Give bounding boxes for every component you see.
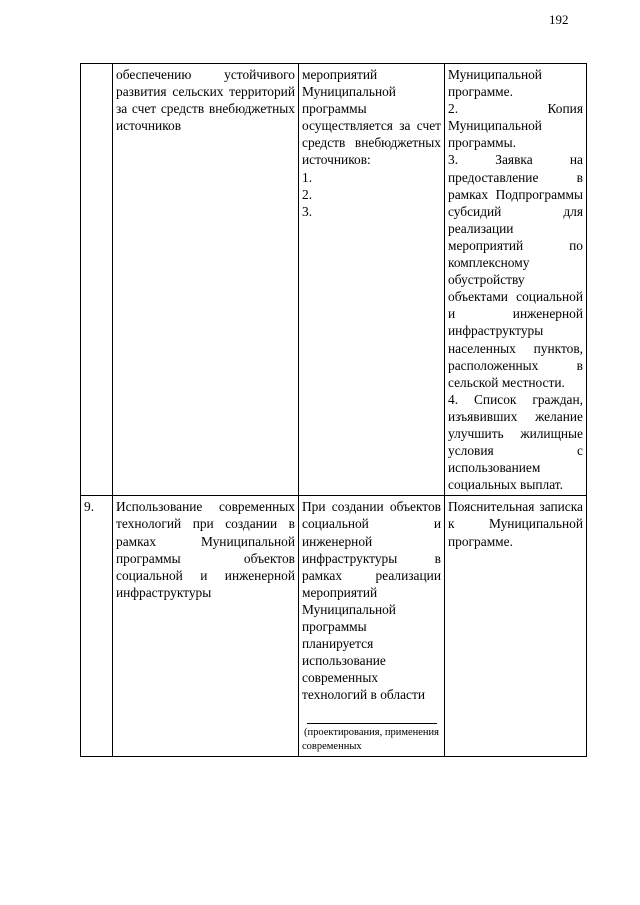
page-number: 192 xyxy=(549,12,569,27)
table-row xyxy=(81,496,587,757)
row-number-cell xyxy=(81,64,113,496)
row-number-cell: 9. xyxy=(81,496,113,757)
list-item: 2. xyxy=(302,186,313,202)
measures-cell xyxy=(299,496,445,757)
documents-cell xyxy=(445,64,587,496)
document-item: 3. Заявка на предоставление в рамках Подпрограммы субсидий для реализации мероприятий по комплексному обустройству объектами социальной и инженерной инфраструктуры населенных пунктов, расположенных в сельской местности. xyxy=(448,152,583,390)
measures-cell xyxy=(299,64,445,496)
description-cell: Использование современных технологий при создании в рамках Муниципальной программы объектов социальной и инженерной инфраструктуры xyxy=(113,496,299,757)
document-item: 2. Копия Муниципальной программы. xyxy=(448,101,583,151)
table-row xyxy=(81,64,587,496)
measures-table xyxy=(80,63,587,757)
document-item: 4. Список граждан, изъявивших желание улучшить жилищные условия с использованием социальных выплат. xyxy=(448,391,583,493)
list-item: 3. xyxy=(302,203,313,219)
footnote-divider xyxy=(307,723,437,724)
footnote-text: (проектирования, применения современных xyxy=(302,727,439,753)
description-cell: обеспечению устойчивого развития сельских территорий за счет средств внебюджетных источников xyxy=(113,64,299,496)
measures-text: При создании объектов социальной и инженерной инфраструктуры в рамках реализации мероприятий Муниципальной программы планируется использование современных технологий в области xyxy=(302,499,441,703)
documents-cell: Пояснительная записка к Муниципальной программе. xyxy=(445,496,587,757)
measures-intro: мероприятий Муниципальной программы осуществляется за счет средств внебюджетных источников: xyxy=(302,67,441,168)
list-item: 1. xyxy=(302,169,313,185)
document-item: Муниципальной программе. xyxy=(448,67,542,100)
